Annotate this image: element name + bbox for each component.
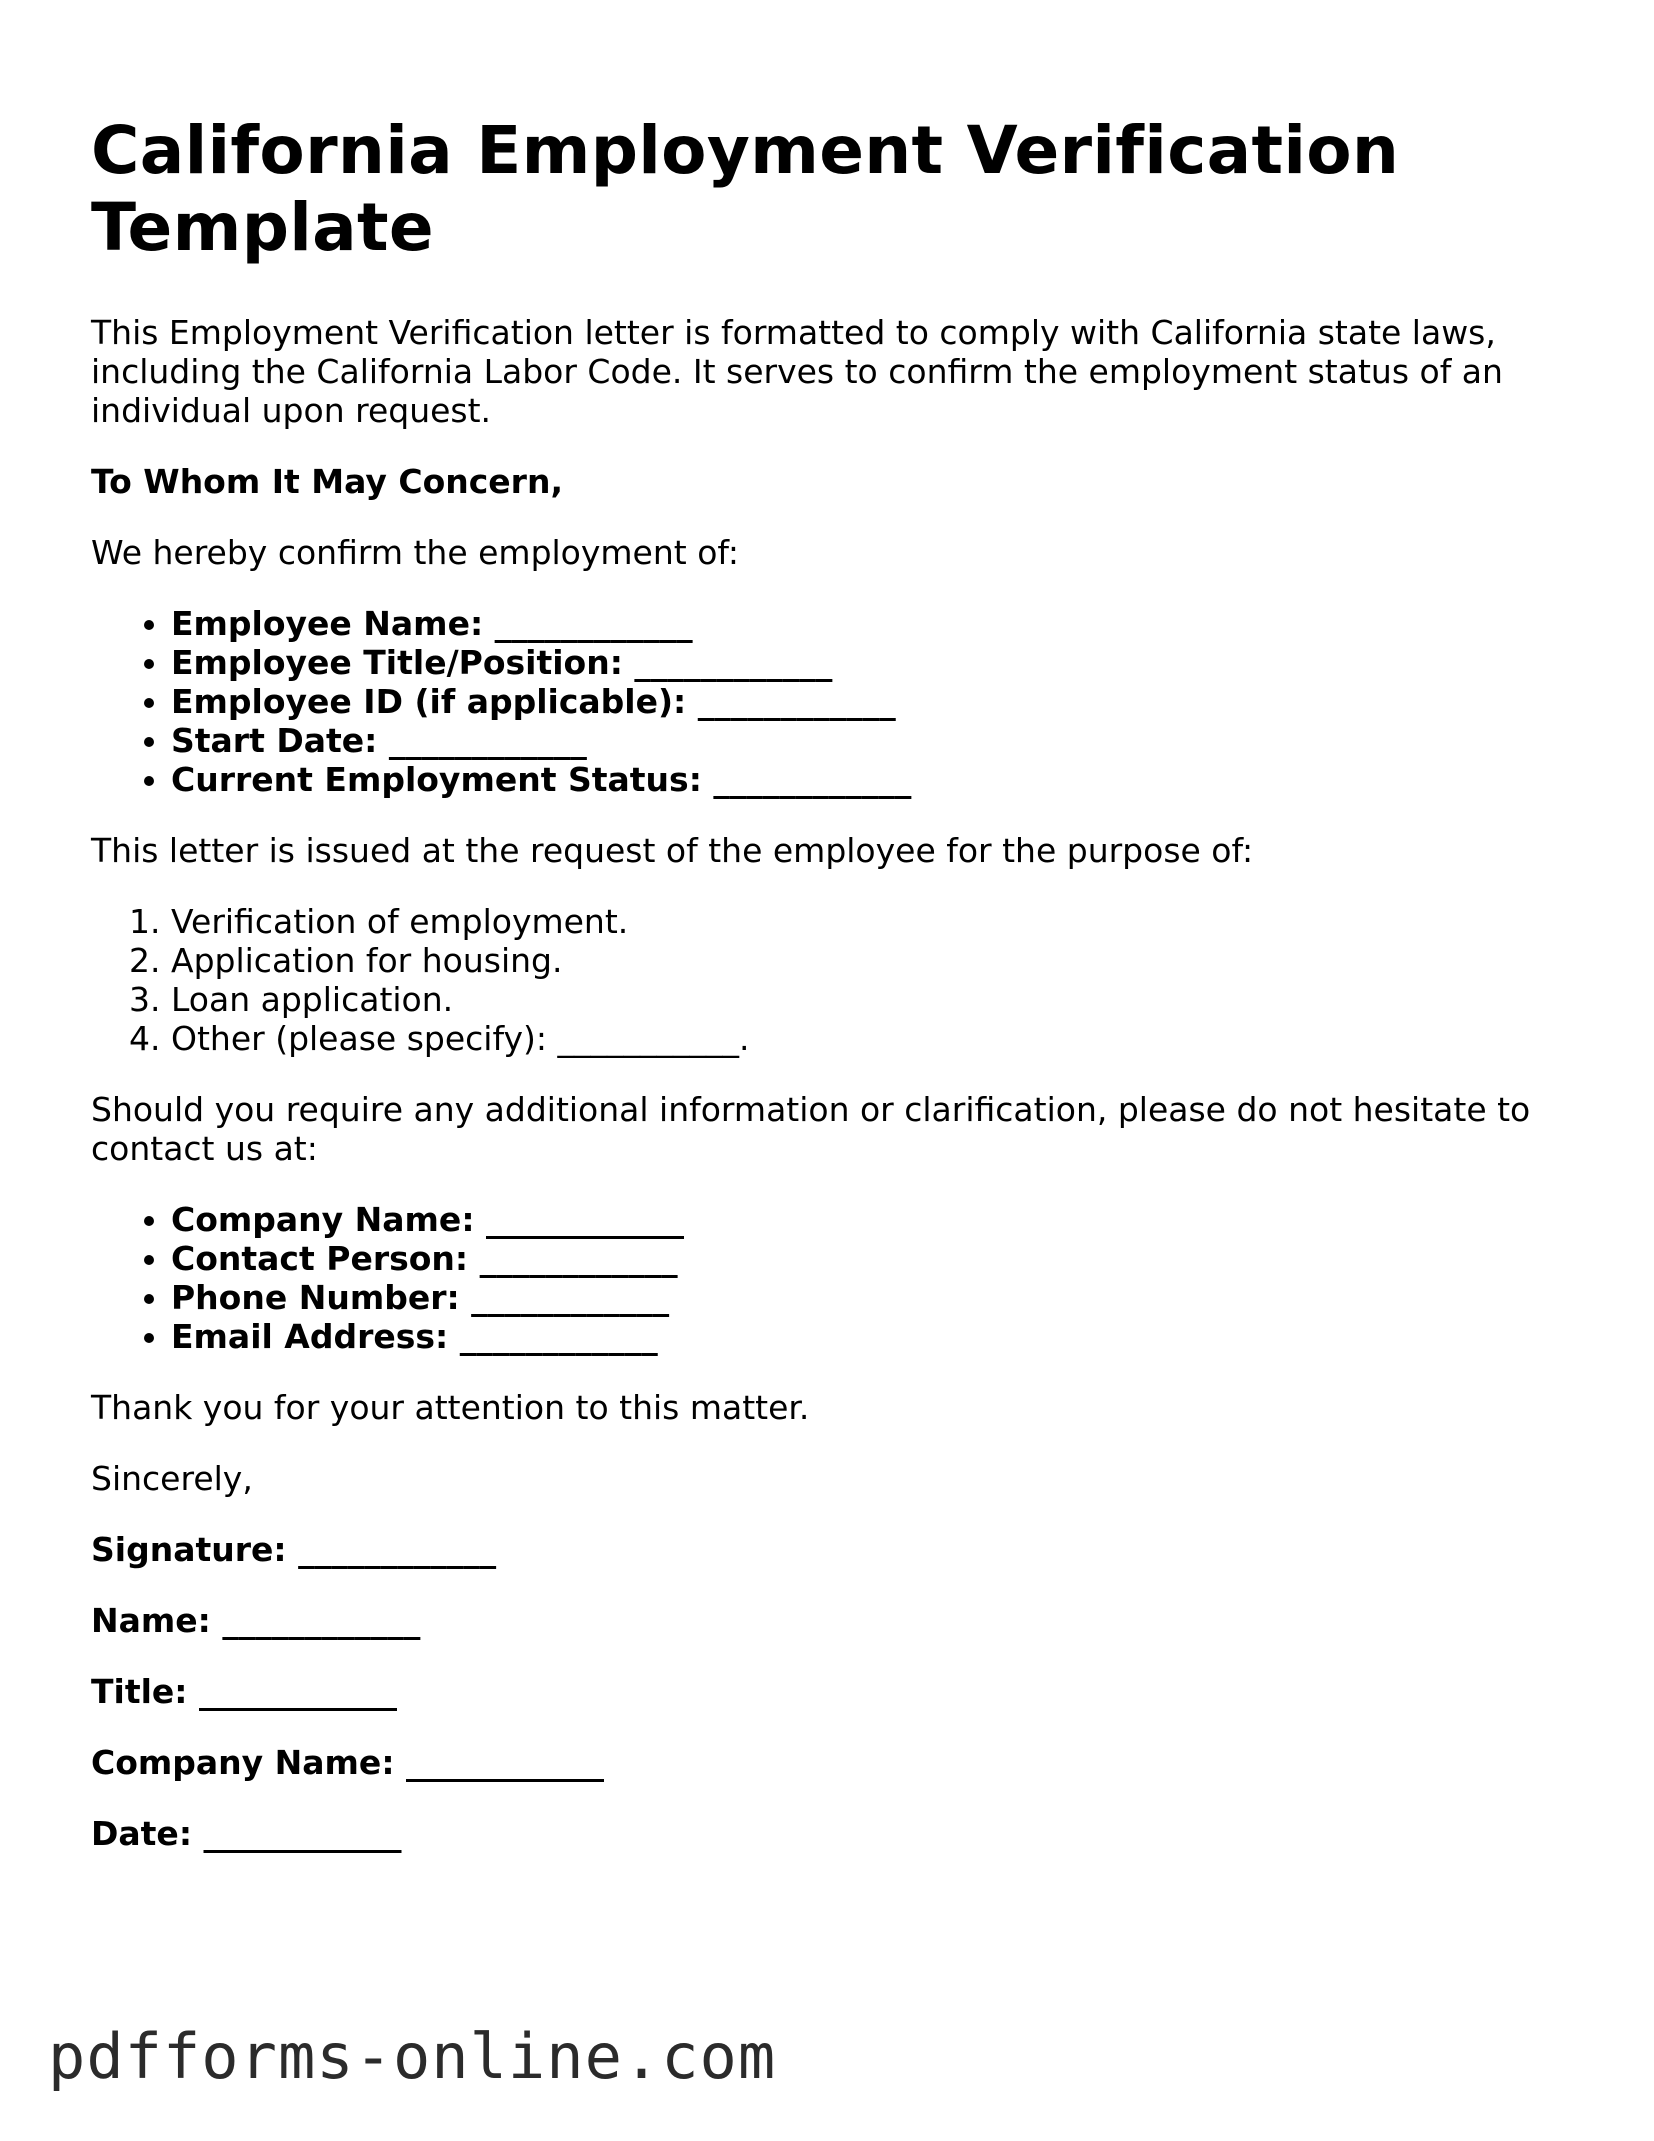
email-address-field: • Email Address: ____________ xyxy=(171,1317,1551,1356)
employee-title-field: • Employee Title/Position: ____________ xyxy=(171,643,1551,682)
salutation: To Whom It May Concern, xyxy=(91,462,563,501)
thanks-text: Thank you for your attention to this matter. xyxy=(91,1388,810,1427)
employee-id-field: • Employee ID (if applicable): ____________ xyxy=(171,682,1551,721)
purpose-item: 4. Other (please specify): ___________. xyxy=(171,1019,1551,1058)
phone-number-field: • Phone Number: ____________ xyxy=(171,1278,1551,1317)
intro-paragraph: This Employment Verification letter is formatted to comply with California state laws, including the California Labor Code. It serves to confirm the employment status of an individual upon request. xyxy=(91,313,1503,430)
start-date-field: • Start Date: ____________ xyxy=(171,721,1551,760)
purpose-item: 1. Verification of employment. xyxy=(171,902,1551,941)
employee-name-field: • Employee Name: ____________ xyxy=(171,604,1551,643)
signer-company-field: Company Name: ____________ xyxy=(91,1743,604,1782)
contact-fields-list xyxy=(91,1200,1551,1356)
purpose-item: 2. Application for housing. xyxy=(171,941,1551,980)
signer-name-field: Name: ____________ xyxy=(91,1601,421,1640)
purpose-text: This letter is issued at the request of the employee for the purpose of: xyxy=(91,831,1254,870)
purpose-list xyxy=(91,902,1551,1058)
confirm-text: We hereby confirm the employment of: xyxy=(91,533,739,572)
employee-fields-list xyxy=(91,604,1551,799)
signer-title-field: Title: ____________ xyxy=(91,1672,397,1711)
date-field: Date: ____________ xyxy=(91,1814,402,1853)
contact-text: Should you require any additional information or clarification, please do not hesitate to contact us at: xyxy=(91,1090,1531,1168)
document-page xyxy=(91,112,1551,1853)
company-name-field: • Company Name: ____________ xyxy=(171,1200,1551,1239)
watermark: pdfforms-online.com xyxy=(48,2020,777,2093)
contact-person-field: • Contact Person: ____________ xyxy=(171,1239,1551,1278)
closing-text: Sincerely, xyxy=(91,1459,253,1498)
purpose-item: 3. Loan application. xyxy=(171,980,1551,1019)
signature-field: Signature: ____________ xyxy=(91,1530,497,1569)
employment-status-field: • Current Employment Status: ____________ xyxy=(171,760,1551,799)
document-title: California Employment Verification Template xyxy=(91,112,1400,266)
